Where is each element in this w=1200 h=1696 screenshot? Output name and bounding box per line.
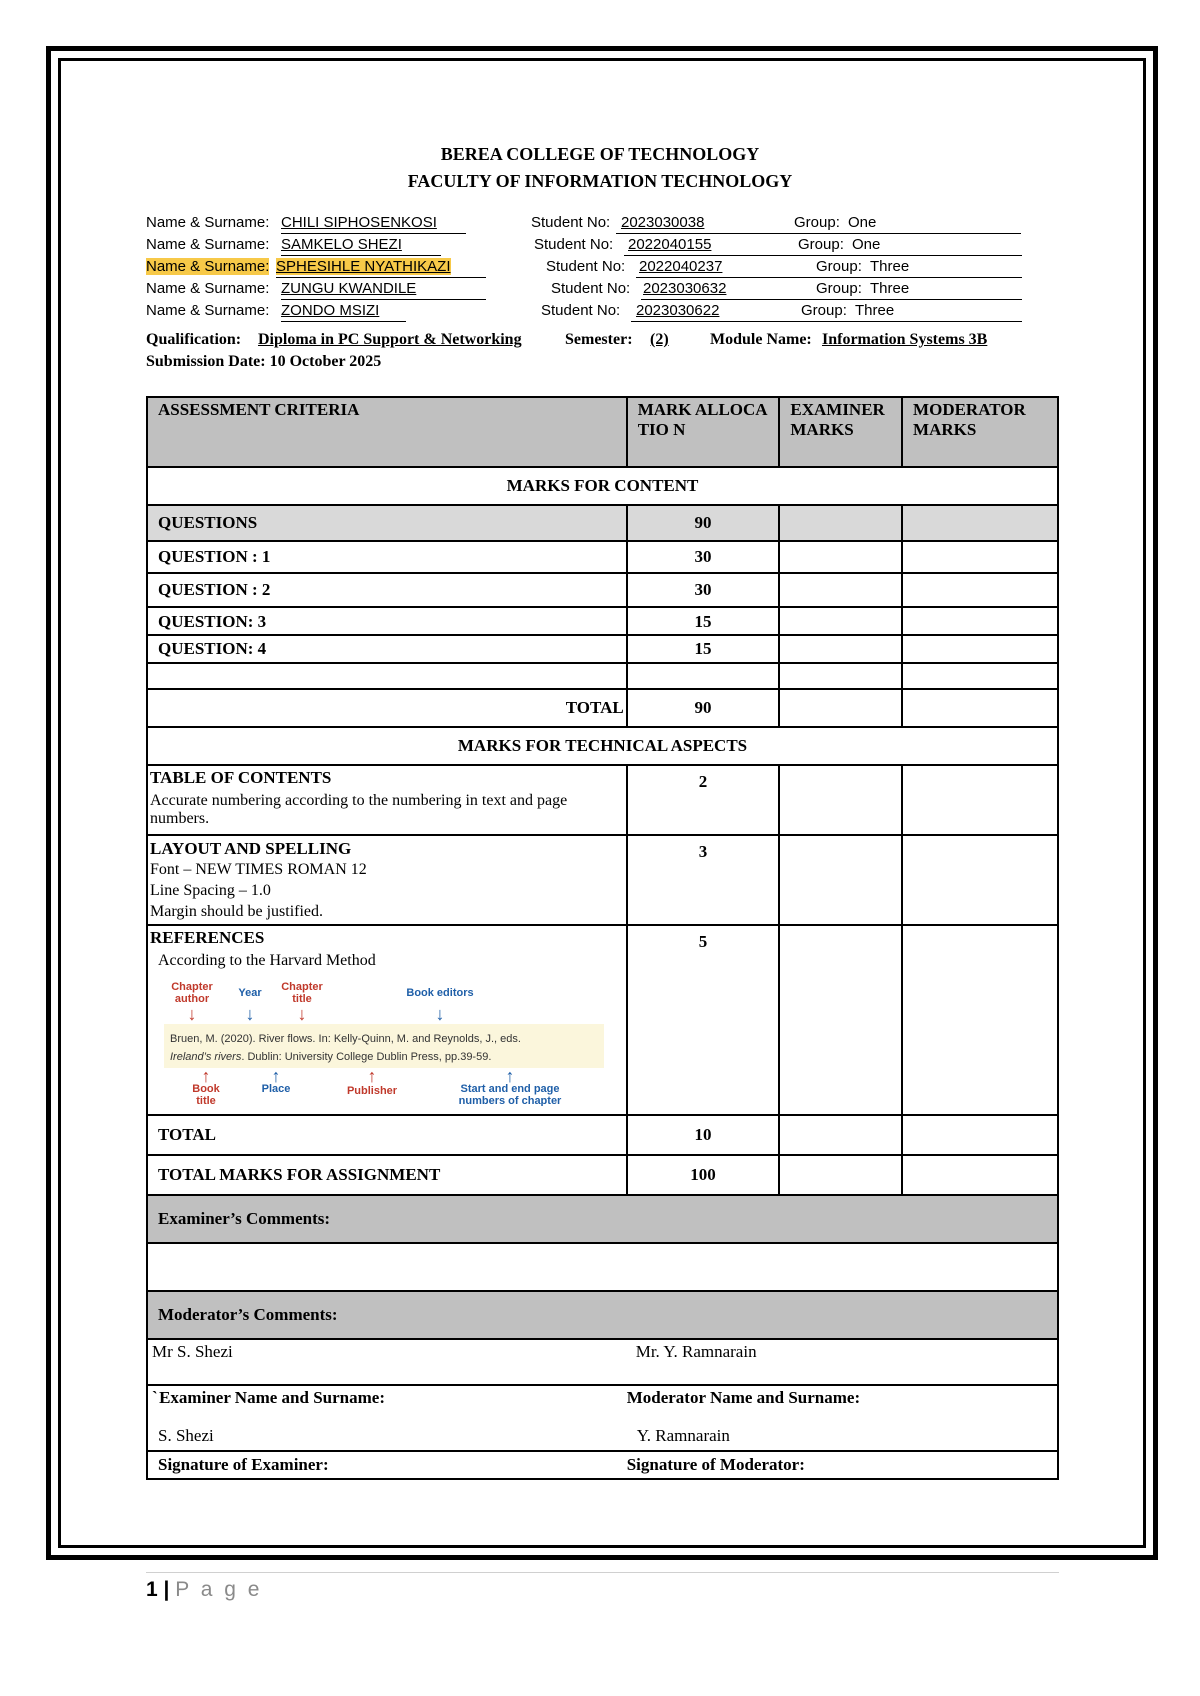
table-row [147,1115,1058,1155]
student-name: ZONDO MSIZI [281,302,380,319]
toc-title: TABLE OF CONTENTS [150,768,332,787]
layout-title: LAYOUT AND SPELLING [150,839,352,858]
underline [624,255,1022,256]
examiner-cell[interactable] [779,1155,902,1195]
arrow-down-icon: ↓ [187,1004,197,1024]
questions-label: QUESTIONS [147,505,627,541]
arrow-down-icon: ↓ [297,1004,307,1024]
student-no-label: Student No: [531,214,611,231]
student-no-label: Student No: [541,302,621,319]
section-row [147,727,1058,765]
semester-label: Semester: [565,331,633,348]
references-mark: 5 [627,925,780,1115]
citation-line-1: Bruen, M. (2020). River flows. In: Kelly-Quinn, M. and Reynolds, J., eds. [170,1033,521,1045]
examiner-name-label-text: Examiner Name and Surname: [159,1388,385,1407]
moderator-cell[interactable] [902,573,1058,607]
signature-row [147,1451,1058,1479]
moderator-short-name: Mr. Y. Ramnarain [627,1339,1058,1385]
section-row [147,467,1058,505]
college-name: BEREA COLLEGE OF TECHNOLOGY [440,144,760,164]
faculty-name: FACULTY OF INFORMATION TECHNOLOGY [407,171,793,191]
label-chapter-title [281,981,323,1005]
comments-row [147,1243,1058,1291]
underline [281,255,441,256]
toc-desc: Accurate numbering according to the numbering in text and page numbers. [150,792,568,827]
header-examiner-marks: EXAMINER MARKS [779,397,902,467]
examiner-cell[interactable] [779,1115,902,1155]
toc-cell [147,765,627,835]
question-label: QUESTION: 3 [147,607,627,635]
group-value: Three [855,302,895,319]
harvard-citation-diagram [150,976,610,1106]
moderator-cell[interactable] [902,689,1058,727]
examiner-sign-name: S. Shezi [158,1426,214,1445]
label-page-numbers-line: Start and end page [460,1083,560,1095]
student-row [146,302,1046,324]
name-label: Name & Surname: [146,302,270,319]
moderator-cell[interactable] [902,635,1058,663]
student-name: SAMKELO SHEZI [281,236,402,253]
label-place: Place [261,1083,291,1095]
module-value: Information Systems 3B [822,331,988,348]
label-chapter-title-line: title [292,993,312,1005]
grand-total-label: TOTAL MARKS FOR ASSIGNMENT [147,1155,627,1195]
question-mark: 30 [627,573,780,607]
student-row [146,236,1046,258]
qualification-value: Diploma in PC Support & Networking [258,331,522,348]
label-book-editors: Book editors [406,987,474,999]
table-row [147,1155,1058,1195]
table-row [147,689,1058,727]
empty-cell [627,663,780,689]
comments-header-row [147,1195,1058,1243]
empty-cell [147,663,627,689]
student-name: ZUNGU KWANDILE [281,280,417,297]
label-book-title-line: Book [192,1083,220,1095]
group-value: One [852,236,881,253]
arrow-up-icon: ↑ [505,1066,515,1086]
table-row [147,635,1058,663]
student-name: CHILI SIPHOSENKOSI [281,214,437,231]
moderator-cell[interactable] [902,505,1058,541]
group-value: One [848,214,877,231]
underline [281,321,406,322]
layout-line: Line Spacing – 1.0 [150,882,271,899]
arrow-up-icon: ↑ [201,1066,211,1086]
student-no: 2023030622 [636,302,720,319]
moderator-cell[interactable] [902,765,1058,835]
submission-date: Submission Date: 10 October 2025 [146,353,382,370]
moderator-comments-label: Moderator’s Comments: [147,1291,1058,1339]
examiner-name-label: ` Examiner Name and Surname: [152,1388,385,1407]
label-book-title-line: title [196,1095,216,1106]
moderator-cell[interactable] [902,925,1058,1115]
examiner-signature[interactable]: Signature of Examiner: [147,1451,627,1479]
question-mark: 30 [627,541,780,573]
arrow-up-icon: ↑ [271,1066,281,1086]
page-number: 1 [146,1578,158,1601]
label-chapter-author-line: Chapter [171,981,213,993]
qualification-label: Qualification: [146,331,242,348]
references-desc: According to the Harvard Method [158,952,376,969]
student-no-label: Student No: [546,258,626,275]
examiner-cell[interactable] [779,607,902,635]
citation-rest: . Dublin: University College Dublin Press, pp.39-59. [241,1051,492,1063]
student-list [146,214,1046,324]
examiner-cell[interactable] [779,505,902,541]
tech-total-label: TOTAL [147,1115,627,1155]
question-label: QUESTION: 4 [147,635,627,663]
underline [281,299,486,300]
semester-value: (2) [650,331,669,348]
header-moderator-marks: MODERATOR MARKS [902,397,1058,467]
tech-total: 10 [627,1115,780,1155]
student-row [146,214,1046,236]
label-chapter-author [171,981,213,1005]
group-value: Three [870,258,910,275]
label-page-numbers [459,1083,562,1106]
question-mark: 15 [627,635,780,663]
student-row [146,280,1046,302]
table-row [147,541,1058,573]
student-no: 2023030038 [621,214,705,231]
content-total-label: TOTAL [147,689,627,727]
underline [631,321,1022,322]
questions-mark: 90 [627,505,780,541]
group-value: Three [870,280,910,297]
comments-header-row [147,1291,1058,1339]
moderator-cell[interactable] [902,1155,1058,1195]
moderator-cell[interactable] [902,663,1058,689]
label-publisher: Publisher [346,1085,398,1097]
page-word: P a g e [175,1578,263,1601]
table-row [147,573,1058,607]
content-total: 90 [627,689,780,727]
name-label: Name & Surname: [146,214,270,231]
examiner-name-cell [147,1385,627,1451]
header-criteria: ASSESSMENT CRITERIA [147,397,627,467]
layout-line: Font – NEW TIMES ROMAN 12 [150,861,367,878]
examiner-comments-field[interactable] [147,1243,1058,1291]
group-label: Group: [801,302,847,319]
examiner-cell[interactable] [779,663,902,689]
module-label: Module Name: [710,331,812,348]
question-label: QUESTION : 1 [147,541,627,573]
examiner-comments-label: Examiner’s Comments: [147,1195,1058,1243]
examiner-cell[interactable] [779,541,902,573]
label-chapter-title-line: Chapter [281,981,323,993]
section-content: MARKS FOR CONTENT [147,467,1058,505]
toc-mark: 2 [627,765,780,835]
layout-mark: 3 [627,835,780,925]
table-row [147,505,1058,541]
footer-divider [146,1572,1059,1573]
table-row [147,925,1058,1115]
moderator-cell[interactable] [902,607,1058,635]
name-label: Name & Surname: [146,258,270,275]
arrow-down-icon: ↓ [245,1004,255,1024]
label-chapter-author-line: author [174,993,210,1005]
table-row [147,765,1058,835]
page-footer [146,1578,262,1602]
layout-line: Margin should be justified. [150,903,324,920]
moderator-name-cell [627,1385,1058,1451]
citation-book-title: Ireland’s rivers [170,1051,242,1063]
label-page-numbers-line: numbers of chapter [458,1095,562,1106]
section-technical: MARKS FOR TECHNICAL ASPECTS [147,727,1058,765]
examiner-cell[interactable] [779,925,902,1115]
examiner-cell[interactable] [779,573,902,607]
question-label: QUESTION : 2 [147,573,627,607]
student-no: 2023030632 [643,280,727,297]
student-no-label: Student No: [534,236,614,253]
examiner-cell[interactable] [779,765,902,835]
examiner-cell[interactable] [779,835,902,925]
grand-total: 100 [627,1155,780,1195]
underline [641,299,1022,300]
group-label: Group: [798,236,844,253]
arrow-up-icon: ↑ [367,1066,377,1086]
moderator-cell[interactable] [902,835,1058,925]
page-separator: | [163,1578,170,1601]
moderator-cell[interactable] [902,541,1058,573]
layout-cell [147,835,627,925]
table-row-empty [147,663,1058,689]
student-name: SPHESIHLE NYATHIKAZI [276,258,451,275]
moderator-sign-name: Y. Ramnarain [636,1426,730,1445]
question-mark: 15 [627,607,780,635]
table-header-row [147,397,1058,467]
table-row [147,607,1058,635]
student-row [146,258,1046,280]
examiner-cell[interactable] [779,689,902,727]
moderator-signature[interactable]: Signature of Moderator: [627,1451,1058,1479]
signature-names-row [147,1385,1058,1451]
assessment-table [146,396,1059,1480]
underline [616,233,1021,234]
group-label: Group: [816,280,862,297]
table-row [147,835,1058,925]
student-no-label: Student No: [551,280,631,297]
underline [636,277,1022,278]
underline [281,233,466,234]
header-mark-allocation: MARK ALLOCATIO N [627,397,780,467]
references-cell [147,925,627,1115]
student-no: 2022040155 [628,236,712,253]
student-no: 2022040237 [639,258,723,275]
arrow-down-icon: ↓ [435,1004,445,1024]
group-label: Group: [816,258,862,275]
label-year: Year [238,987,262,999]
examiner-short-name: Mr S. Shezi [147,1339,627,1385]
moderator-cell[interactable] [902,1115,1058,1155]
moderator-name-label: Moderator Name and Surname: [626,1388,861,1407]
names-row [147,1339,1058,1385]
name-label: Name & Surname: [146,280,270,297]
underline [276,277,486,278]
references-title: REFERENCES [150,928,265,947]
label-book-title [192,1083,220,1106]
name-label: Name & Surname: [146,236,270,253]
citation-line-2 [170,1051,491,1063]
examiner-cell[interactable] [779,635,902,663]
group-label: Group: [794,214,840,231]
